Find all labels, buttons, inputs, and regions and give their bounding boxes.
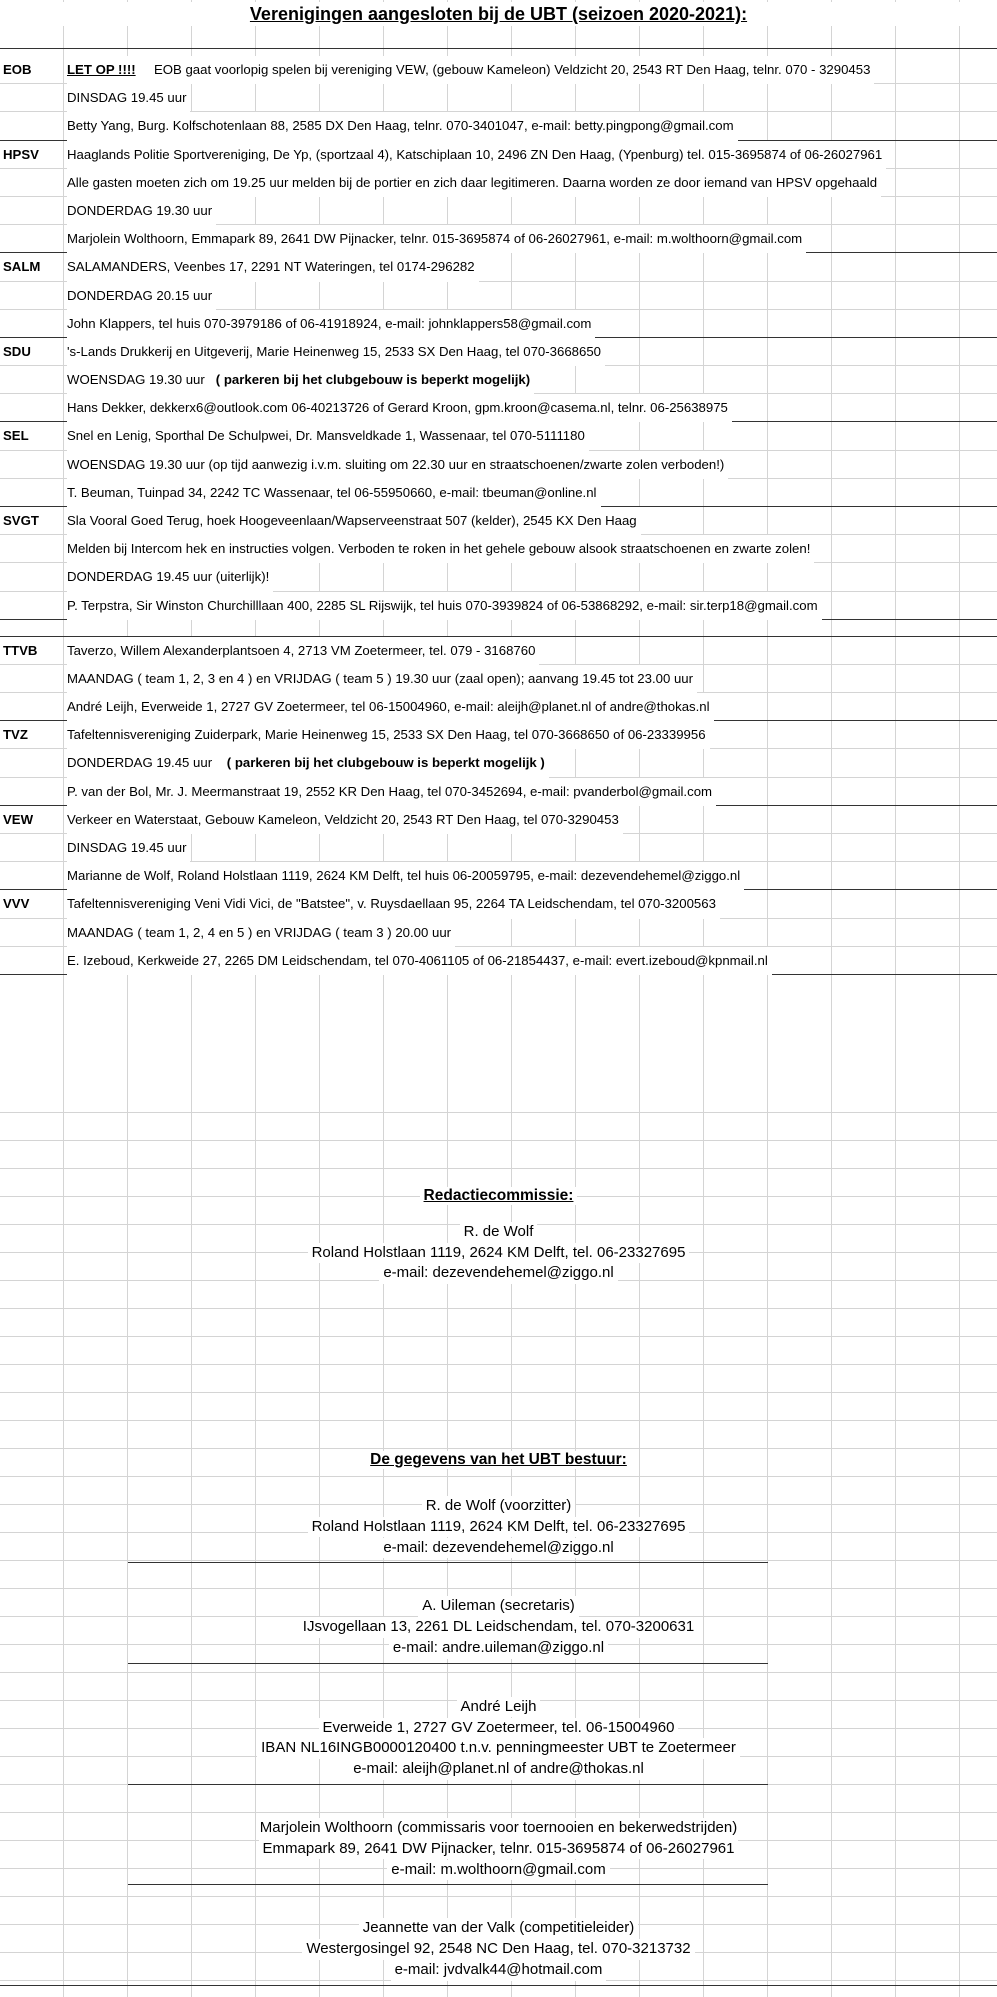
club-row: [0, 749, 997, 777]
blank-row: [0, 620, 997, 637]
club-code: EOB: [3, 62, 32, 77]
club-row: [0, 169, 997, 197]
club-line-text: [67, 806, 623, 834]
club-line-content: Marianne de Wolf, Roland Holstlaan 1119, 2624 KM Delft, tel huis 06-20059795, e-mail: dezevendehemel@ziggo.nl: [67, 868, 741, 884]
bestuur-line: Marjolein Wolthoorn (commissaris voor toernooien en bekerwedstrijden): [256, 1818, 741, 1839]
club-line-content: John Klappers, tel huis 070-3979186 of 06-41918924, e-mail: johnklappers58@gmail.com: [67, 315, 592, 331]
club-line-text: [67, 665, 697, 693]
club-line-content: P. van der Bol, Mr. J. Meermanstraat 19, 2552 KR Den Haag, tel 070-3452694, e-mail: pvanderbol@gmail.com: [67, 783, 713, 799]
parking-note: ( parkeren bij het clubgebouw is beperkt mogelijk ): [226, 755, 545, 771]
club-line-content: Verkeer en Waterstaat, Gebouw Kameleon, Veldzicht 20, 2543 RT Den Haag, tel 070-3290453: [67, 811, 619, 827]
grid-line: [0, 1896, 997, 1897]
club-row: [0, 890, 997, 918]
club-line-text: [67, 225, 806, 253]
club-row: [0, 834, 997, 862]
club-line-content: Tafeltennisvereniging Zuiderpark, Marie Heinenweg 15, 2533 SX Den Haag, tel 070-3668650 of 06-23339956: [67, 727, 706, 743]
grid-line: [0, 1168, 997, 1169]
bestuur-line: IJsvogellaan 13, 2261 DL Leidschendam, tel. 070-3200631: [299, 1617, 698, 1638]
club-line-content: E. Izeboud, Kerkweide 27, 2265 DM Leidschendam, tel 070-4061105 of 06-21854437, e-mail: evert.izeboud@kpnmail.nl: [67, 952, 768, 968]
bestuur-line-row: [0, 1960, 997, 1981]
club-code: VEW: [3, 811, 34, 827]
bestuur-line-row: [0, 1759, 997, 1780]
club-line-content: T. Beuman, Tuinpad 34, 2242 TC Wassenaar, tel 06-55950660, e-mail: tbeuman@online.nl: [67, 484, 597, 500]
club-line-content: Haaglands Politie Sportvereniging, De Yp, (sportzaal 4), Katschiplaan 10, 2496 ZN Den Haag, (Ypenburg) tel. 015-3695874 of 06-26027961: [67, 146, 883, 162]
club-line-text: [67, 282, 216, 310]
club-line-content: Alle gasten moeten zich om 19.25 uur melden bij de portier en zich daar legitimeren. Daarna worden ze door iemand van HPSV opgehaald: [67, 174, 878, 190]
club-list: [0, 56, 997, 975]
divider: [0, 48, 997, 49]
club-line-text: [67, 479, 601, 507]
club-row: [0, 338, 997, 366]
club-line-content: EOB gaat voorlopig spelen bij vereniging VEW, (gebouw Kameleon) Veldzicht 20, 2543 RT Den Haag, telnr. 070 - 3290453: [153, 62, 871, 77]
bestuur-line: Roland Holstlaan 1119, 2624 KM Delft, tel. 06-23327695: [308, 1517, 690, 1538]
club-code: SEL: [3, 428, 29, 444]
bestuur-line-row: [0, 1538, 997, 1559]
club-line-content: P. Terpstra, Sir Winston Churchilllaan 400, 2285 SL Rijswijk, tel huis 070-3939824 of 06-53868292, e-mail: sir.terp18@gmail.com: [67, 597, 818, 613]
club-line-content: Betty Yang, Burg. Kolfschotenlaan 88, 2585 DX Den Haag, telnr. 070-3401047, e-mail: betty.pingpong@gmail.com: [67, 118, 734, 134]
club-line-text: [67, 749, 549, 777]
redactie-line: e-mail: dezevendehemel@ziggo.nl: [379, 1263, 617, 1284]
bestuur-title-row: [0, 1451, 997, 1469]
club-line-text: [67, 693, 714, 721]
club-line-content: Taverzo, Willem Alexanderplantsoen 4, 2713 VM Zoetermeer, tel. 079 - 3168760: [67, 642, 536, 658]
parking-note: ( parkeren bij het clubgebouw is beperkt mogelijk): [215, 372, 531, 388]
club-line-content: 's-Lands Drukkerij en Uitgeverij, Marie Heinenweg 15, 2533 SX Den Haag, tel 070-3668650: [67, 343, 601, 359]
club-code: SALM: [3, 259, 41, 275]
bestuur-line: e-mail: andre.uileman@ziggo.nl: [389, 1638, 608, 1659]
club-code: HPSV: [3, 146, 39, 162]
club-row: [0, 479, 997, 507]
club-row: [0, 507, 997, 535]
member-separator: [128, 1784, 768, 1785]
club-line-content: DONDERDAG 19.30 uur: [67, 202, 213, 218]
club-row: [0, 84, 997, 112]
bestuur-line-row: [0, 1496, 997, 1517]
club-row: [0, 366, 997, 394]
bestuur-line-row: [0, 1596, 997, 1617]
club-row: [0, 422, 997, 450]
club-line-content: Sla Vooral Goed Terug, hoek Hoogeveenlaan/Wapserveenstraat 507 (kelder), 2545 KX Den Haag: [67, 513, 637, 528]
club-line-content: DONDERDAG 20.15 uur: [67, 287, 213, 303]
club-code: VVV: [3, 896, 30, 912]
club-line-content: WOENSDAG 19.30 uur (op tijd aanwezig i.v.m. sluiting om 22.30 uur en straatschoenen/zwarte zolen verboden!): [67, 456, 725, 472]
warning-label: LET OP !!!!: [67, 62, 136, 77]
bestuur-line-row: [0, 1738, 997, 1759]
member-separator: [0, 1985, 997, 1986]
member-separator: [128, 1562, 768, 1563]
club-row: [0, 141, 997, 169]
club-row: [0, 693, 997, 721]
club-line-text: [67, 834, 190, 862]
club-row: [0, 947, 997, 975]
club-line-content: Melden bij Intercom hek en instructies volgen. Verboden te roken in het gehele gebouw alsook straatschoenen en zwarte zolen!: [67, 541, 811, 557]
redactie-line: Roland Holstlaan 1119, 2624 KM Delft, tel. 06-23327695: [308, 1243, 690, 1264]
club-line-text: [67, 721, 710, 749]
club-line-text: [67, 394, 732, 422]
club-row: [0, 592, 997, 620]
redactie-line-row: [0, 1243, 997, 1264]
club-line-text: [67, 535, 814, 563]
club-row: [0, 253, 997, 281]
club-line-text: [67, 112, 738, 140]
club-line-text: [67, 947, 772, 975]
grid-line: [0, 1392, 997, 1393]
redactie-title-row: [0, 1187, 997, 1205]
club-line-text: [67, 592, 822, 620]
bestuur-line-row: [0, 1638, 997, 1659]
bestuur-line: e-mail: jvdvalk44@hotmail.com: [391, 1960, 607, 1981]
club-row: [0, 225, 997, 253]
bestuur-line-row: [0, 1818, 997, 1839]
bestuur-line: e-mail: dezevendehemel@ziggo.nl: [379, 1538, 617, 1559]
club-row: [0, 721, 997, 749]
club-line-content: Snel en Lenig, Sporthal De Schulpwei, Dr. Mansveldkade 1, Wassenaar, tel 070-5111180: [67, 428, 585, 444]
member-separator: [128, 1884, 768, 1885]
club-line-text: [67, 197, 216, 225]
club-line-text: [67, 890, 720, 918]
bestuur-line: Westergosingel 92, 2548 NC Den Haag, tel. 070-3213732: [302, 1939, 694, 1960]
club-line-text: [67, 563, 273, 591]
redactie-title: Redactiecommissie:: [420, 1187, 578, 1205]
club-line-text: [67, 338, 605, 366]
club-line-text: [67, 862, 744, 890]
club-row: [0, 919, 997, 947]
grid-line: [0, 1672, 997, 1673]
grid-line: [0, 1140, 997, 1141]
club-row: [0, 394, 997, 422]
club-code: TTVB: [3, 642, 38, 658]
bestuur-line-row: [0, 1839, 997, 1860]
club-line-text: [67, 778, 716, 806]
club-line-content: MAANDAG ( team 1, 2, 3 en 4 ) en VRIJDAG ( team 5 ) 19.30 uur (zaal open); aanvang 19.45 tot 23.00 uur: [67, 670, 694, 686]
bestuur-line: A. Uileman (secretaris): [418, 1596, 579, 1617]
bestuur-line: IBAN NL16INGB0000120400 t.n.v. penningmeester UBT te Zoetermeer: [257, 1738, 740, 1759]
club-line-text: [67, 366, 534, 394]
club-line-text: [67, 169, 881, 197]
grid-line: [0, 1560, 997, 1561]
club-row: [0, 56, 997, 84]
club-code: TVZ: [3, 727, 28, 743]
bestuur-line: R. de Wolf (voorzitter): [422, 1496, 576, 1517]
redactie-line: R. de Wolf: [460, 1222, 538, 1243]
grid-line: [0, 1112, 997, 1113]
club-line-content: André Leijh, Everweide 1, 2727 GV Zoetermeer, tel 06-15004960, e-mail: aleijh@planet.nl of andre@thokas.nl: [67, 699, 710, 715]
club-row: [0, 282, 997, 310]
club-line-text: [67, 310, 595, 338]
club-row: [0, 806, 997, 834]
club-row: [0, 862, 997, 890]
club-row: [0, 637, 997, 665]
member-separator: [128, 1663, 768, 1664]
club-line-content: DINSDAG 19.45 uur: [67, 90, 187, 106]
club-row: [0, 451, 997, 479]
club-row: [0, 535, 997, 563]
club-row: [0, 563, 997, 591]
club-line-content: DONDERDAG 19.45 uur (uiterlijk)!: [67, 569, 270, 585]
club-row: [0, 310, 997, 338]
bestuur-line: e-mail: aleijh@planet.nl of andre@thokas.nl: [349, 1759, 648, 1780]
club-line-text: [67, 422, 589, 450]
bestuur-line-row: [0, 1517, 997, 1538]
bestuur-line-row: [0, 1718, 997, 1739]
club-line-content: DONDERDAG 19.45 uur: [67, 755, 216, 771]
club-line-content: SALAMANDERS, Veenbes 17, 2291 NT Wateringen, tel 0174-296282: [67, 259, 475, 275]
club-row: [0, 197, 997, 225]
grid-line: [0, 1448, 997, 1449]
club-line-content: MAANDAG ( team 1, 2, 4 en 5 ) en VRIJDAG ( team 3 ) 20.00 uur: [67, 924, 452, 940]
club-line-text: [67, 253, 479, 281]
club-line-content: Hans Dekker, dekkerx6@outlook.com 06-40213726 of Gerard Kroon, gpm.kroon@casema.nl, telnr. 06-25638975: [67, 400, 728, 416]
grid-line: [0, 1588, 997, 1589]
club-line-content: DINSDAG 19.45 uur: [67, 839, 187, 855]
bestuur-line: Everweide 1, 2727 GV Zoetermeer, tel. 06-15004960: [319, 1718, 679, 1739]
club-line-text: [67, 919, 455, 947]
club-line-text: [67, 451, 728, 479]
bestuur-line-row: [0, 1617, 997, 1638]
bestuur-line: Jeannette van der Valk (competitieleider): [359, 1918, 639, 1939]
bestuur-line-row: [0, 1939, 997, 1960]
club-code: SVGT: [3, 513, 39, 528]
redactie-line-row: [0, 1263, 997, 1284]
club-line-text: [67, 637, 539, 665]
grid-line: [0, 1364, 997, 1365]
grid-line: [0, 1308, 997, 1309]
club-row: [0, 665, 997, 693]
club-line-content: Marjolein Wolthoorn, Emmapark 89, 2641 DW Pijnacker, telnr. 015-3695874 of 06-26027961, e-mail: m.wolthoorn@gmail.com: [67, 231, 803, 247]
bestuur-line-row: [0, 1697, 997, 1718]
club-line-text: [67, 507, 641, 535]
club-row: [0, 778, 997, 806]
grid-line: [0, 1476, 997, 1477]
bestuur-line-row: [0, 1860, 997, 1881]
club-line-content: WOENSDAG 19.30 uur: [67, 372, 205, 388]
club-line-text: [67, 141, 886, 169]
club-code: SDU: [3, 343, 31, 359]
club-line-content: Tafeltennisvereniging Veni Vidi Vici, de "Batstee", v. Ruysdaellaan 95, 2264 TA Leidschendam, tel 070-3200563: [67, 896, 716, 912]
grid-line: [0, 1812, 997, 1813]
redactie-line-row: [0, 1222, 997, 1243]
page-title: Verenigingen aangesloten bij de UBT (seizoen 2020-2021):: [0, 2, 997, 26]
bestuur-line: e-mail: m.wolthoorn@gmail.com: [387, 1860, 609, 1881]
grid-line: [0, 1420, 997, 1421]
grid-line: [0, 1336, 997, 1337]
bestuur-title: De gegevens van het UBT bestuur:: [366, 1451, 631, 1469]
bestuur-line: Emmapark 89, 2641 DW Pijnacker, telnr. 015-3695874 of 06-26027961: [259, 1839, 739, 1860]
bestuur-line: André Leijh: [457, 1697, 541, 1718]
club-line-text: [67, 84, 190, 112]
bestuur-line-row: [0, 1918, 997, 1939]
club-row: [0, 112, 997, 140]
club-line-text: [67, 56, 874, 84]
